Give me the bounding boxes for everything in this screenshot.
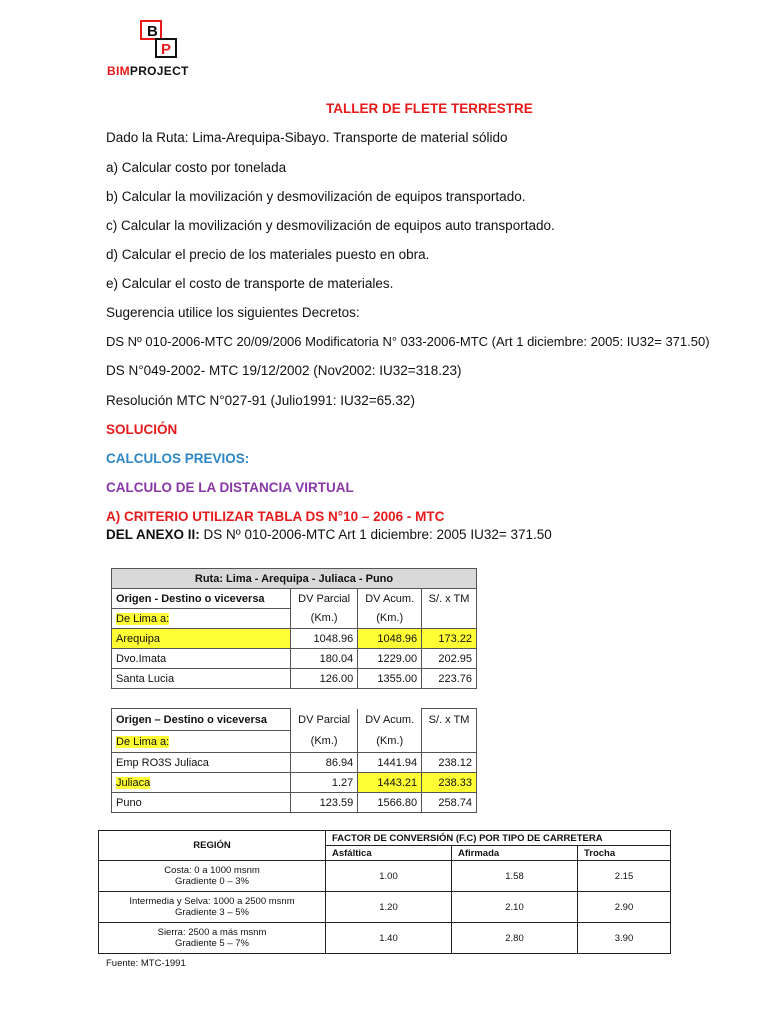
factor-cell: 2.80	[452, 923, 578, 954]
task-item-c: c) Calcular la movilización y desmovilización de equipos auto transportado.	[106, 218, 555, 233]
region-cell	[99, 892, 326, 923]
decree-3: Resolución MTC N°027-91 (Julio1991: IU32=65.32)	[106, 393, 415, 408]
table-row	[112, 793, 477, 813]
price-cell: 223.76	[422, 669, 477, 689]
task-item-d: d) Calcular el precio de los materiales puesto en obra.	[106, 247, 430, 262]
place-label: Juliaca	[116, 776, 151, 789]
annex-text: DS Nº 010-2006-MTC Art 1 diciembre: 2005 IU32= 371.50	[199, 527, 552, 542]
price-cell: 202.95	[422, 649, 477, 669]
logo-mark-icon	[138, 19, 184, 61]
price-cell: 238.12	[422, 753, 477, 773]
unit-dv-parcial: (Km.)	[291, 609, 358, 629]
logo-wordmark-bim: BIM	[107, 64, 130, 78]
table-row	[112, 669, 477, 689]
conversion-factor-table	[98, 830, 671, 954]
logo-letter-p: P	[161, 41, 172, 58]
col-header-dv-parcial: DV Parcial	[291, 709, 358, 731]
factor-cell: 2.90	[578, 892, 671, 923]
price-cell: 173.22	[422, 629, 477, 649]
table-row	[112, 753, 477, 773]
unit-empty	[422, 731, 477, 753]
decree-1: DS Nº 010-2006-MTC 20/09/2006 Modificatoria N° 033-2006-MTC (Art 1 diciembre: 2005: IU32= 371.50)	[106, 334, 710, 349]
bimproject-logo	[138, 19, 184, 61]
dv-acum-cell: 1355.00	[358, 669, 422, 689]
factor-cell: 3.90	[578, 923, 671, 954]
calculations-heading: CALCULOS PREVIOS:	[106, 451, 250, 466]
task-item-e: e) Calcular el costo de transporte de materiales.	[106, 276, 394, 291]
region-name: Sierra: 2500 a más msnm	[157, 927, 267, 938]
place-cell: Emp RO3S Juliaca	[112, 753, 291, 773]
doc-intro: Dado la Ruta: Lima-Arequipa-Sibayo. Transporte de material sólido	[106, 130, 508, 145]
doc-title: TALLER DE FLETE TERRESTRE	[326, 101, 533, 116]
factor-cell: 2.15	[578, 861, 671, 892]
factor-cell: 1.40	[326, 923, 452, 954]
col-asfaltica: Asfáltica	[326, 846, 452, 861]
col-header-origin: Origen – Destino o viceversa	[112, 709, 291, 731]
region-cell	[99, 861, 326, 892]
factor-cell: 1.00	[326, 861, 452, 892]
source-note: Fuente: MTC-1991	[106, 958, 186, 969]
solution-heading: SOLUCIÓN	[106, 422, 178, 437]
col-header-dv-acum: DV Acum.	[358, 589, 422, 609]
place-cell: Santa Lucia	[112, 669, 291, 689]
dv-parcial-cell: 1.27	[291, 773, 358, 793]
col-afirmada: Afirmada	[452, 846, 578, 861]
col-header-dv-parcial: DV Parcial	[291, 589, 358, 609]
region-gradient: Gradiente 3 – 5%	[175, 907, 249, 918]
region-cell	[99, 923, 326, 954]
table-row	[99, 892, 671, 923]
factor-cell: 2.10	[452, 892, 578, 923]
table-row	[112, 649, 477, 669]
route-table-1	[111, 568, 477, 689]
virtual-distance-heading: CALCULO DE LA DISTANCIA VIRTUAL	[106, 480, 354, 495]
task-item-a: a) Calcular costo por tonelada	[106, 160, 287, 175]
origin-cell	[112, 731, 291, 753]
logo-wordmark	[107, 64, 189, 78]
unit-empty	[422, 609, 477, 629]
factor-cell: 1.20	[326, 892, 452, 923]
annex-line	[106, 527, 552, 542]
col-header-origin: Origen - Destino o viceversa	[112, 589, 291, 609]
route-table-title: Ruta: Lima - Arequipa - Juliaca - Puno	[112, 569, 477, 589]
table-row	[112, 629, 477, 649]
dv-parcial-cell: 123.59	[291, 793, 358, 813]
dv-acum-cell: 1443.21	[358, 773, 422, 793]
place-cell: Dvo.Imata	[112, 649, 291, 669]
dv-parcial-cell: 180.04	[291, 649, 358, 669]
dv-parcial-cell: 86.94	[291, 753, 358, 773]
logo-wordmark-project: PROJECT	[129, 64, 189, 78]
region-name: Costa: 0 a 1000 msnm	[164, 865, 260, 876]
dv-parcial-cell: 1048.96	[291, 629, 358, 649]
dv-acum-cell: 1566.80	[358, 793, 422, 813]
region-header: REGIÓN	[99, 831, 326, 861]
unit-dv-acum: (Km.)	[358, 731, 422, 753]
unit-dv-parcial: (Km.)	[291, 731, 358, 753]
route-table-2	[111, 708, 477, 813]
unit-dv-acum: (Km.)	[358, 609, 422, 629]
region-name: Intermedia y Selva: 1000 a 2500 msnm	[129, 896, 295, 907]
col-trocha: Trocha	[578, 846, 671, 861]
region-gradient: Gradiente 5 – 7%	[175, 938, 249, 949]
place-cell	[112, 773, 291, 793]
place-cell: Puno	[112, 793, 291, 813]
dv-parcial-cell: 126.00	[291, 669, 358, 689]
dv-acum-cell: 1229.00	[358, 649, 422, 669]
origin-cell	[112, 609, 291, 629]
region-gradient: Gradiente 0 – 3%	[175, 876, 249, 887]
table-row	[99, 923, 671, 954]
factor-cell: 1.58	[452, 861, 578, 892]
origin-label: De Lima a:	[116, 612, 170, 625]
col-header-dv-acum: DV Acum.	[358, 709, 422, 731]
table-row	[112, 773, 477, 793]
origin-label: De Lima a:	[116, 735, 170, 748]
col-header-price: S/. x TM	[422, 709, 477, 731]
col-header-price: S/. x TM	[422, 589, 477, 609]
dv-acum-cell: 1048.96	[358, 629, 422, 649]
task-item-b: b) Calcular la movilización y desmovilización de equipos transportado.	[106, 189, 526, 204]
price-cell: 258.74	[422, 793, 477, 813]
criterion-heading: A) CRITERIO UTILIZAR TABLA DS N°10 – 2006 - MTC	[106, 509, 445, 524]
dv-acum-cell: 1441.94	[358, 753, 422, 773]
decree-2: DS N°049-2002- MTC 19/12/2002 (Nov2002: IU32=318.23)	[106, 363, 462, 378]
annex-label: DEL ANEXO II:	[106, 527, 200, 542]
table-row	[99, 861, 671, 892]
factor-header: FACTOR DE CONVERSIÓN (F.C) POR TIPO DE CARRETERA	[326, 831, 671, 846]
decree-suggestion: Sugerencia utilice los siguientes Decretos:	[106, 305, 360, 320]
price-cell: 238.33	[422, 773, 477, 793]
place-cell: Arequipa	[112, 629, 291, 649]
logo-letter-b: B	[147, 23, 158, 40]
